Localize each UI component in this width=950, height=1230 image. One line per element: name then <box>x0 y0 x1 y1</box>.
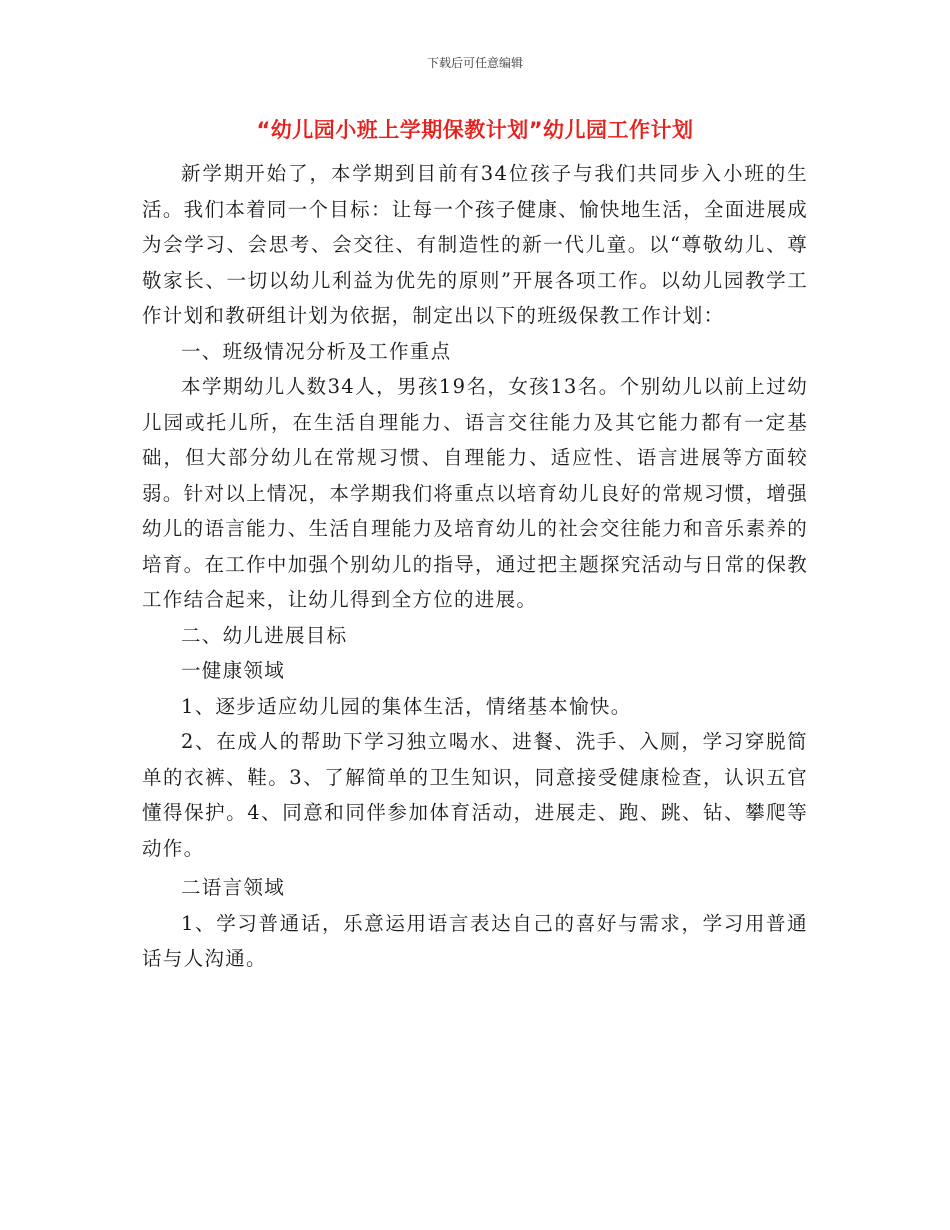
document-title: “幼儿园小班上学期保教计划”幼儿园工作计划 <box>256 118 694 142</box>
intro-paragraph: 新学期开始了，本学期到目前有34位孩子与我们共同步入小班的生活。我们本着同一个目标：让每一个孩子健康、愉快地生活，全面进展成为会学习、会思考、会交往、有制造性的新一代儿童。以“尊敬幼儿、尊敬家长、一切以幼儿利益为优先的原则”开展各项工作。以幼儿园教学工作计划和教研组计划为依据，制定出以下的班级保教工作计划： <box>142 162 808 327</box>
class-analysis-paragraph: 本学期幼儿人数34人，男孩19名，女孩13名。个别幼儿以前上过幼儿园或托儿所，在生活自理能力、语言交往能力及其它能力都有一定基础，但大部分幼儿在常规习惯、自理能力、适应性、语言进展等方面较弱。针对以上情况，本学期我们将重点以培育幼儿良好的常规习惯，增强幼儿的语言能力、生活自理能力及培育幼儿的社会交往能力和音乐素养的培育。在工作中加强个别幼儿的指导，通过把主题探究活动与日常的保教工作结合起来，让幼儿得到全方位的进展。 <box>142 375 808 611</box>
subsection-language: 二语言领域 <box>181 876 286 899</box>
header-note: 下载后可任意编辑 <box>426 56 523 70</box>
language-item-1: 1、学习普通话，乐意运用语言表达自己的喜好与需求，学习用普通话与人沟通。 <box>142 911 808 970</box>
section-heading-2: 二、幼儿进展目标 <box>181 623 348 647</box>
document-body <box>142 156 808 977</box>
subsection-health: 一健康领域 <box>181 659 286 682</box>
section-heading-1: 一、班级情况分析及工作重点 <box>181 339 452 363</box>
health-item-1: 1、逐步适应幼儿园的集体生活，情绪基本愉快。 <box>181 694 632 718</box>
health-items-2-4: 2、在成人的帮助下学习独立喝水、进餐、洗手、入厕，学习穿脱简单的衣裤、鞋。3、了解简单的卫生知识，同意接受健康检查，认识五官懂得保护。4、同意和同伴参加体育活动，进展走、跑、跳、钻、攀爬等动作。 <box>142 730 808 860</box>
